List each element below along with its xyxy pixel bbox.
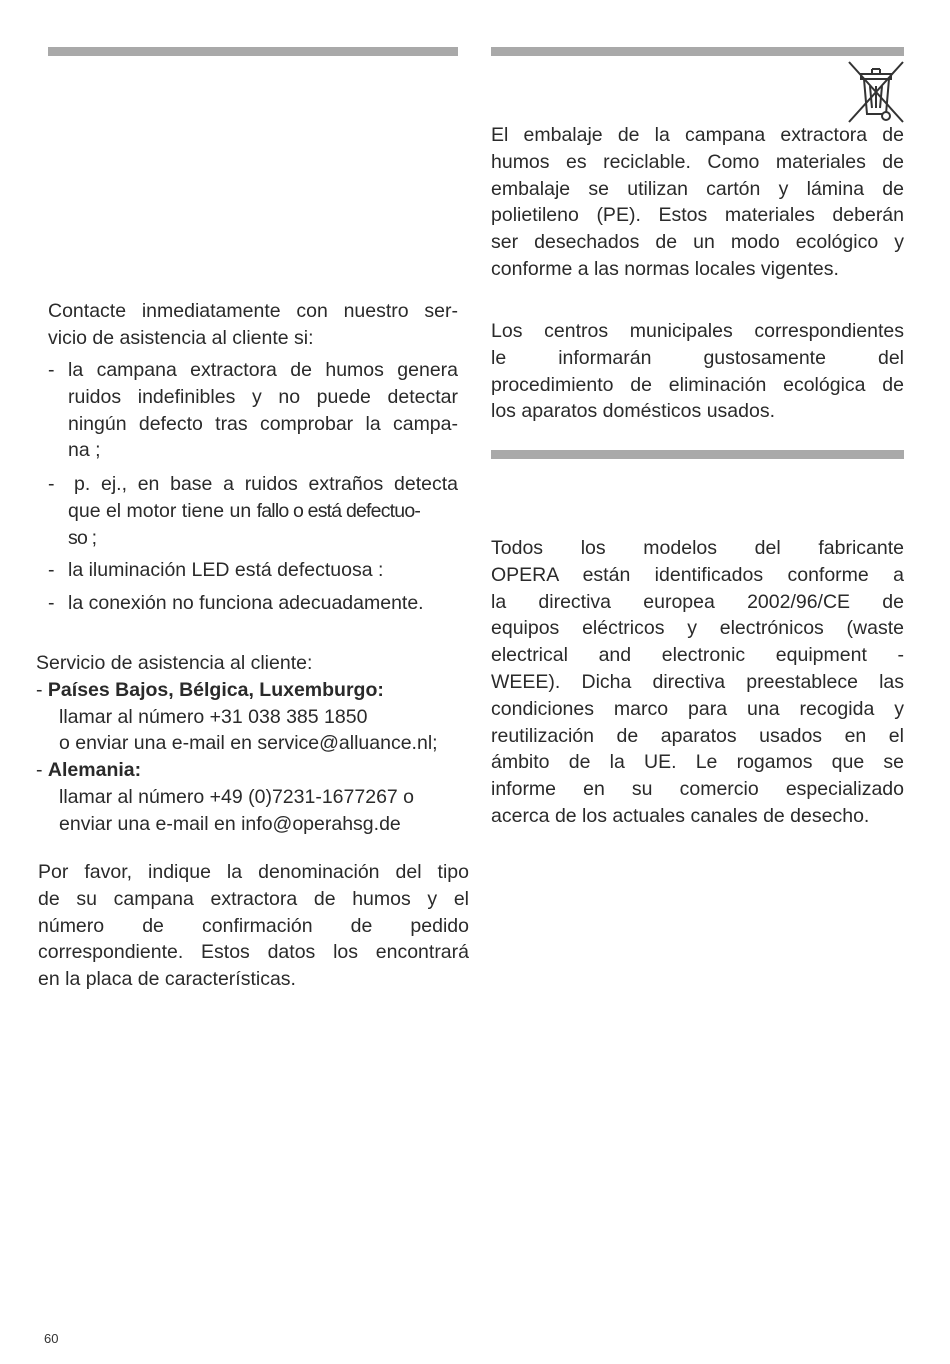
left-section-header-bar — [48, 47, 458, 56]
bullet-item-noise: - la campana extractora de humos genera ruidos indefinibles y no puede detectar ningún defecto tras comprobar la campa- na ; — [48, 359, 458, 462]
request-paragraph: Por favor, indique la denominación del tipo de su campana extractora de humos y el número de confirmación de pedido correspondiente. Estos datos los encontrará en la placa de características. — [38, 861, 469, 991]
region-germany: Alemania: — [47, 759, 142, 782]
bullet-item-connection: - la conexión no funciona adecuadamente. — [48, 592, 424, 614]
contact-intro: Contacte inmediatamente con nuestro ser- vicio de asistencia al cliente si: — [48, 300, 458, 349]
crossed-out-wheelie-bin-icon — [846, 60, 906, 126]
weee-paragraph: Todos los modelos del fabricante OPERA están identificados conforme a la directiva europea 2002/96/CE de equipos eléctricos y electrónicos (waste electrical and electronic equipment - WEEE). Dicha directiva preestablece las condiciones marco para una recogida y reutilización de aparatos usados en el ámbito de la UE. Le rogamos que se informe en su comercio especializado acerca de los actuales canales de desecho. — [491, 537, 904, 827]
bullet-item-motor: - p. ej., en base a ruidos extraños detecta que el motor tiene un fallo o está defectuo- so ; — [48, 473, 458, 549]
service-contacts: Servicio de asistencia al cliente: - Países Bajos, Bélgica, Luxemburgo: llamar al número +31 038 385 1850 o enviar una e-mail en service@alluance.nl; - Alemania: llamar al número +49 (0)7231-1677267 o enviar una e-mail en info@operahsg.de — [36, 650, 476, 838]
page-number: 60 — [44, 1331, 59, 1346]
municipal-paragraph: Los centros municipales correspondientes le informarán gustosamente del procedimiento de eliminación ecológica de los aparatos domésticos usados. — [491, 320, 904, 423]
service-email-de: enviar una e-mail en info@operahsg.de — [59, 812, 401, 835]
weee-section-header-bar — [491, 450, 904, 459]
service-heading: Servicio de asistencia al cliente: — [36, 652, 313, 674]
bullet-item-led: - la iluminación LED está defectuosa : — [48, 559, 384, 581]
packaging-paragraph: El embalaje de la campana extractora de humos es reciclable. Como materiales de embalaje se utilizan cartón y lámina de polietileno (PE). Estos materiales deberán ser desechados de un modo ecológico y conforme a las normas locales vigentes. — [491, 124, 904, 280]
service-email-nl: o enviar una e-mail en service@alluance.nl; — [59, 732, 438, 755]
region-netherlands-belgium-luxembourg: Países Bajos, Bélgica, Luxemburgo: — [47, 678, 384, 701]
right-section-header-bar — [491, 47, 904, 56]
